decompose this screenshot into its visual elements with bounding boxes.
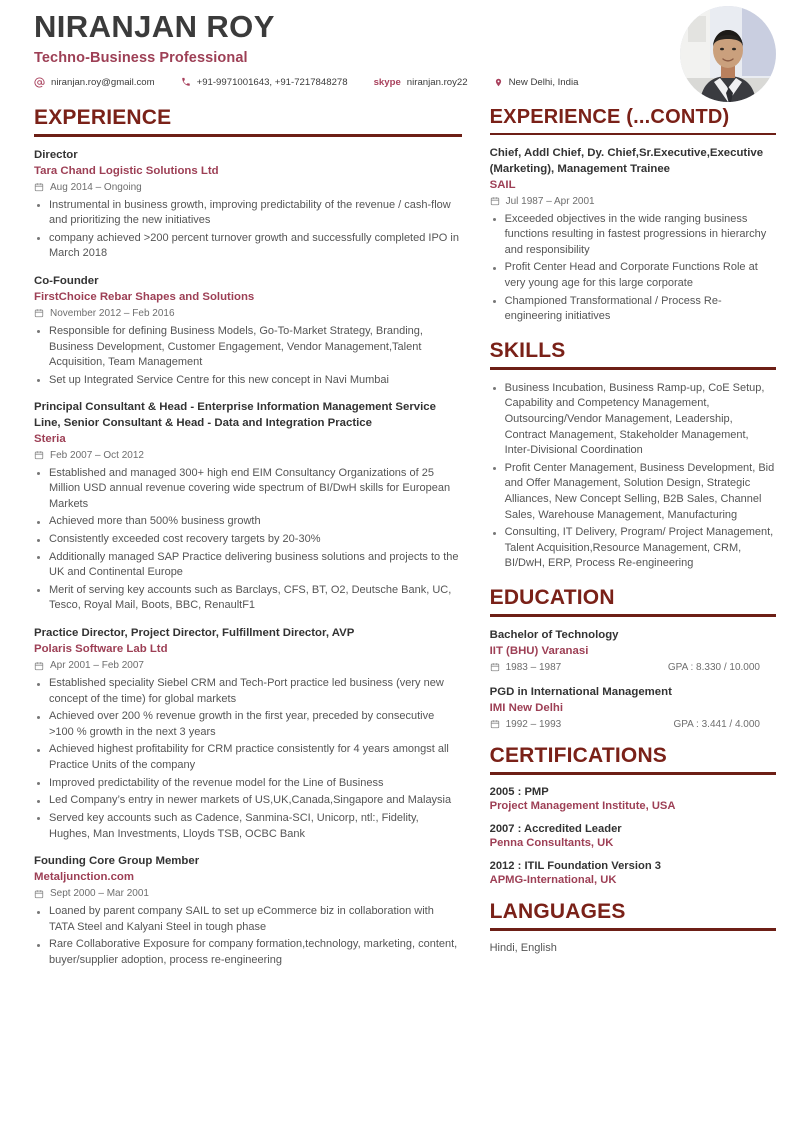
job-dates [34,660,144,671]
contact-location-text: New Delhi, India [508,76,579,88]
job-bullet: Achieved over 200 % revenue growth in the first year, preceded by consecutive >100 % growth in the next 3 years [34,709,462,740]
experience-entry [34,400,462,614]
contact-email[interactable] [34,77,155,88]
phone-icon [181,77,191,87]
section-rule [490,614,776,617]
job-organization: Tara Chand Logistic Solutions Ltd [34,164,219,177]
job-dates [34,308,175,319]
job-dates-text: Jul 1987 – Apr 2001 [505,195,595,207]
job-bullet: Rare Collaborative Exposure for company formation,technology, marketing, content, buyer/supplier adoption, process re-engineering [34,937,462,968]
job-bullet: company achieved >200 percent turnover growth and successfully completed IPO in March 2018 [34,231,462,262]
job-title: Co-Founder [34,275,99,287]
job-bullet: Set up Integrated Service Centre for this new concept in Navi Mumbai [34,373,462,389]
map-pin-icon [494,77,503,88]
job-dates-text: Sept 2000 – Mar 2001 [50,888,149,900]
job-bullet: Served key accounts such as Cadence, Sanmina-SCI, Unicorp, ntl:, Fidelity, Hughes, Man Investments, Lloyds TSB, OCBC Bank [34,811,462,842]
job-dates [34,182,142,193]
contact-location [494,77,579,88]
job-bullet: Loaned by parent company SAIL to set up eCommerce biz in collaboration with TATA Steel and Kalyani Steel in tough phase [34,904,462,935]
job-daterow [34,450,462,461]
calendar-icon [34,889,44,899]
job-bullet: Instrumental in business growth, improving predictability of the revenue / cash-flow and prioritizing the new initiatives [34,198,462,229]
job-dates [34,888,149,899]
education-dates [490,662,562,673]
job-title: Director [34,148,78,161]
at-icon [34,77,45,88]
section-rule [490,367,776,370]
page-title: NIRANJAN ROY [34,9,275,44]
section-title-skills: SKILLS [489,338,566,362]
education-gpa: GPA : 3.441 / 4.000 [673,718,760,730]
job-dates-text: Feb 2007 – Oct 2012 [50,449,144,461]
education-dates-text: 1992 – 1993 [505,718,562,730]
experience-entry [34,626,462,842]
contact-row [34,77,760,88]
contact-skype[interactable] [374,77,468,88]
calendar-icon [490,662,500,672]
section-title-experience-contd: EXPERIENCE (...CONTD) [489,105,730,128]
skype-label: skype [373,76,401,88]
calendar-icon [34,661,44,671]
experience-entry [34,274,462,388]
contact-phone-text: +91-9971001643, +91-7217848278 [196,76,348,88]
job-bullet: Championed Transformational / Process Re-engineering initiatives [490,294,776,325]
resume-header [0,0,794,92]
skills-list [490,381,776,572]
job-bullet: Established and managed 300+ high end EIM Consultancy Organizations of 25 Million USD annual revenue covering wide spectrum of BI/DwH skills for European Markets [34,466,462,513]
skills-section [490,339,776,572]
professional-subtitle: Techno-Business Professional [34,49,248,66]
left-column [18,106,462,981]
job-daterow [34,182,462,193]
job-bullet: Responsible for defining Business Models, Go-To-Market Strategy, Branding, Business Development, Customer Engagement, Vendor Management,Talent Acquisition, Team Management [34,324,462,371]
job-bullet: Profit Center Head and Corporate Functions Role at very young age for this large corporate [490,260,776,291]
job-bullet: Achieved highest profitability for CRM practice consistently for 4 years amongst all Practice Units of the company [34,742,462,773]
calendar-icon [490,719,500,729]
job-daterow [34,888,462,899]
experience-entry [34,854,462,968]
certification-issuer: APMG-International, UK [489,873,617,886]
education-section [490,586,776,730]
job-title: Principal Consultant & Head - Enterprise Information Management Service Line, Senior Consultant & Head - Data and Integration Practice [34,401,436,429]
avatar [680,6,776,102]
calendar-icon [34,182,44,192]
education-dates-text: 1983 – 1987 [505,661,562,673]
certifications-section [490,744,776,886]
education-entry [490,685,776,730]
job-daterow [490,196,776,207]
job-bullet: Exceeded objectives in the wide ranging business functions resulting in fastest progressions in hierarchy and responsibility [490,212,776,259]
job-dates-text: November 2012 – Feb 2016 [50,307,175,319]
right-column [490,106,776,981]
contact-email-text: niranjan.roy@gmail.com [51,76,155,88]
calendar-icon [34,308,44,318]
resume-body [0,92,794,981]
certification-issuer: Penna Consultants, UK [489,836,614,849]
education-degree: Bachelor of Technology [489,628,619,641]
education-entry [490,628,776,673]
certification-entry [490,860,776,886]
education-dates [490,719,562,730]
job-bullet: Additionally managed SAP Practice delivering business solutions and projects to the UK and Continental Europe [34,550,462,581]
job-daterow [34,660,462,671]
languages-value: Hindi, English [489,941,557,954]
job-bullets [34,466,462,614]
section-title-experience: EXPERIENCE [34,105,172,129]
experience-entry [490,146,776,324]
certification-entry [490,786,776,812]
section-rule [490,772,776,775]
job-organization: Polaris Software Lab Ltd [34,643,168,656]
experience-entry [34,148,462,262]
section-title-certifications: CERTIFICATIONS [489,743,668,767]
job-organization: FirstChoice Rebar Shapes and Solutions [34,291,255,304]
skill-item: Consulting, IT Delivery, Program/ Project Management, Talent Acquisition,Resource Management, CRM, BI/DwH, ERP, Process Re-engineering [490,525,776,572]
education-degree: PGD in International Management [489,685,672,698]
job-bullet: Merit of serving key accounts such as Barclays, CFS, BT, O2, Deutsche Bank, UC, Tesco, Royal Mail, Boots, BBC, RenaultF1 [34,583,462,614]
languages-section [490,900,776,954]
education-institute: IMI New Delhi [489,701,564,714]
job-title: Practice Director, Project Director, Fulfillment Director, AVP [34,627,355,640]
certification-issuer: Project Management Institute, USA [489,799,676,812]
job-bullet: Improved predictability of the revenue model for the Line of Business [34,776,462,792]
experience-list [34,148,462,969]
skill-item: Profit Center Management, Business Development, Bid and Offer Management, Solution Design, Strategic Alliances, New Concept Selling, B2B Sales, Channel Sales, Warehouse Management, Manufacturing [490,461,776,523]
job-organization: Steria [34,432,66,445]
calendar-icon [34,450,44,460]
section-title-languages: LANGUAGES [489,899,626,923]
job-dates [490,196,595,207]
job-title: Founding Core Group Member [34,855,200,868]
section-title-education: EDUCATION [489,585,615,609]
section-rule [490,928,776,931]
job-bullet: Achieved more than 500% business growth [34,514,462,530]
certification-name: 2012 : ITIL Foundation Version 3 [489,859,661,872]
job-dates-text: Apr 2001 – Feb 2007 [50,660,144,672]
job-title: Chief, Addl Chief, Dy. Chief,Sr.Executive,Executive (Marketing), Management Trainee [489,147,764,175]
certification-name: 2005 : PMP [489,785,549,798]
job-bullet: Consistently exceeded cost recovery targets by 20-30% [34,532,462,548]
certification-entry [490,823,776,849]
job-bullets [34,198,462,262]
job-bullet: Led Company’s entry in newer markets of US,UK,Canada,Singapore and Malaysia [34,793,462,809]
education-daterow [490,662,776,673]
job-daterow [34,308,462,319]
section-rule [34,134,462,137]
job-organization: Metaljunction.com [34,871,134,884]
job-bullets [34,904,462,968]
certification-name: 2007 : Accredited Leader [489,822,622,835]
education-gpa: GPA : 8.330 / 10.000 [667,661,760,673]
job-bullets [490,212,776,325]
job-dates [34,450,144,461]
job-organization: SAIL [489,178,516,191]
calendar-icon [490,196,500,206]
education-daterow [490,719,776,730]
contact-phone[interactable] [181,77,348,88]
job-dates-text: Aug 2014 – Ongoing [50,181,142,193]
section-rule [490,133,776,136]
education-institute: IIT (BHU) Varanasi [489,645,589,657]
contact-skype-text: niranjan.roy22 [406,76,468,88]
job-bullets [34,676,462,842]
skill-item: Business Incubation, Business Ramp-up, CoE Setup, Capability and Competency Management, Outsourcing/Vendor Management, Leadership, Contract Management, Stakeholder Management, Inter-Divisional Coordination [490,381,776,459]
job-bullets [34,324,462,388]
job-bullet: Established speciality Siebel CRM and Tech-Port practice led business (very new concept of the time) for global markets [34,676,462,707]
